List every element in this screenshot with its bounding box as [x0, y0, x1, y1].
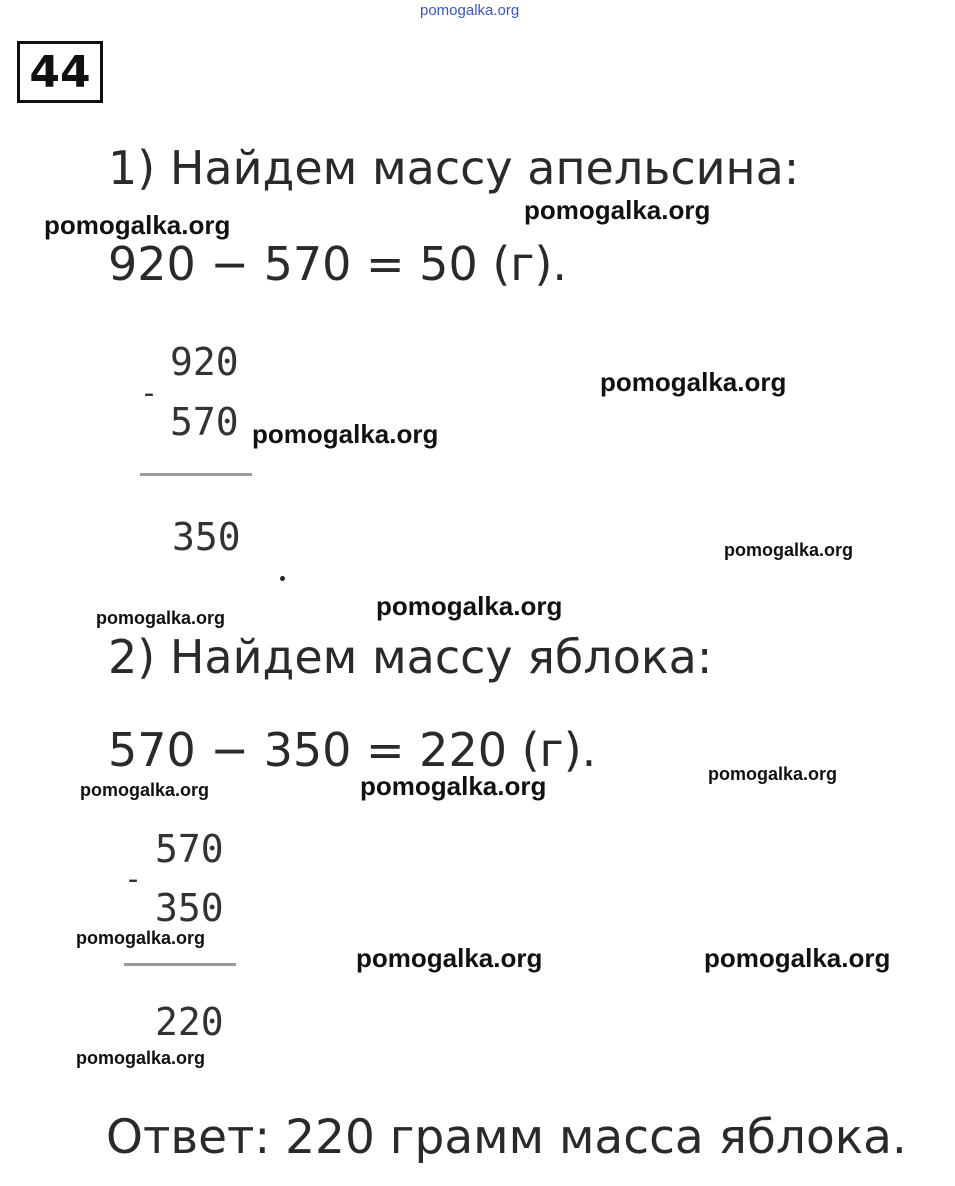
- step1-subtrahend: 570: [170, 400, 239, 444]
- step1-underline: [140, 473, 252, 476]
- watermark: pomogalka.org: [524, 195, 711, 225]
- top-watermark: pomogalka.org: [420, 2, 520, 19]
- watermark: pomogalka.org: [356, 943, 543, 973]
- problem-number-box: [17, 41, 103, 103]
- watermark: pomogalka.org: [252, 419, 439, 449]
- watermark: pomogalka.org: [76, 1048, 206, 1068]
- step2-subtrahend: 350: [155, 886, 224, 930]
- watermark: pomogalka.org: [704, 943, 891, 973]
- watermark: pomogalka.org: [96, 608, 226, 628]
- watermark: pomogalka.org: [360, 771, 547, 801]
- step2-equation: 570 − 350 = 220 (г).: [108, 723, 597, 777]
- watermark: pomogalka.org: [708, 764, 838, 784]
- step2-minuend: 570: [155, 827, 224, 871]
- step2-result: 220: [155, 1000, 224, 1044]
- watermark: pomogalka.org: [724, 540, 854, 560]
- watermark: pomogalka.org: [376, 591, 563, 621]
- step2-minus-sign: -: [124, 862, 143, 897]
- step1-minuend: 920: [170, 340, 239, 384]
- watermark: pomogalka.org: [80, 780, 210, 800]
- step2-heading: 2) Найдем массу яблока:: [108, 630, 713, 684]
- watermark: pomogalka.org: [600, 367, 787, 397]
- step1-minus-sign: -: [140, 376, 159, 411]
- step1-equation: 920 − 570 = 50 (г).: [108, 237, 568, 291]
- step1-dot: [280, 576, 285, 581]
- answer-line: Ответ: 220 грамм масса яблока.: [106, 1110, 907, 1165]
- watermark: pomogalka.org: [44, 210, 231, 240]
- watermark: pomogalka.org: [76, 928, 206, 948]
- step1-heading: 1) Найдем массу апельсина:: [108, 141, 800, 195]
- step1-result: 350: [172, 515, 241, 559]
- problem-number: 44: [29, 46, 91, 98]
- step2-underline: [124, 963, 236, 966]
